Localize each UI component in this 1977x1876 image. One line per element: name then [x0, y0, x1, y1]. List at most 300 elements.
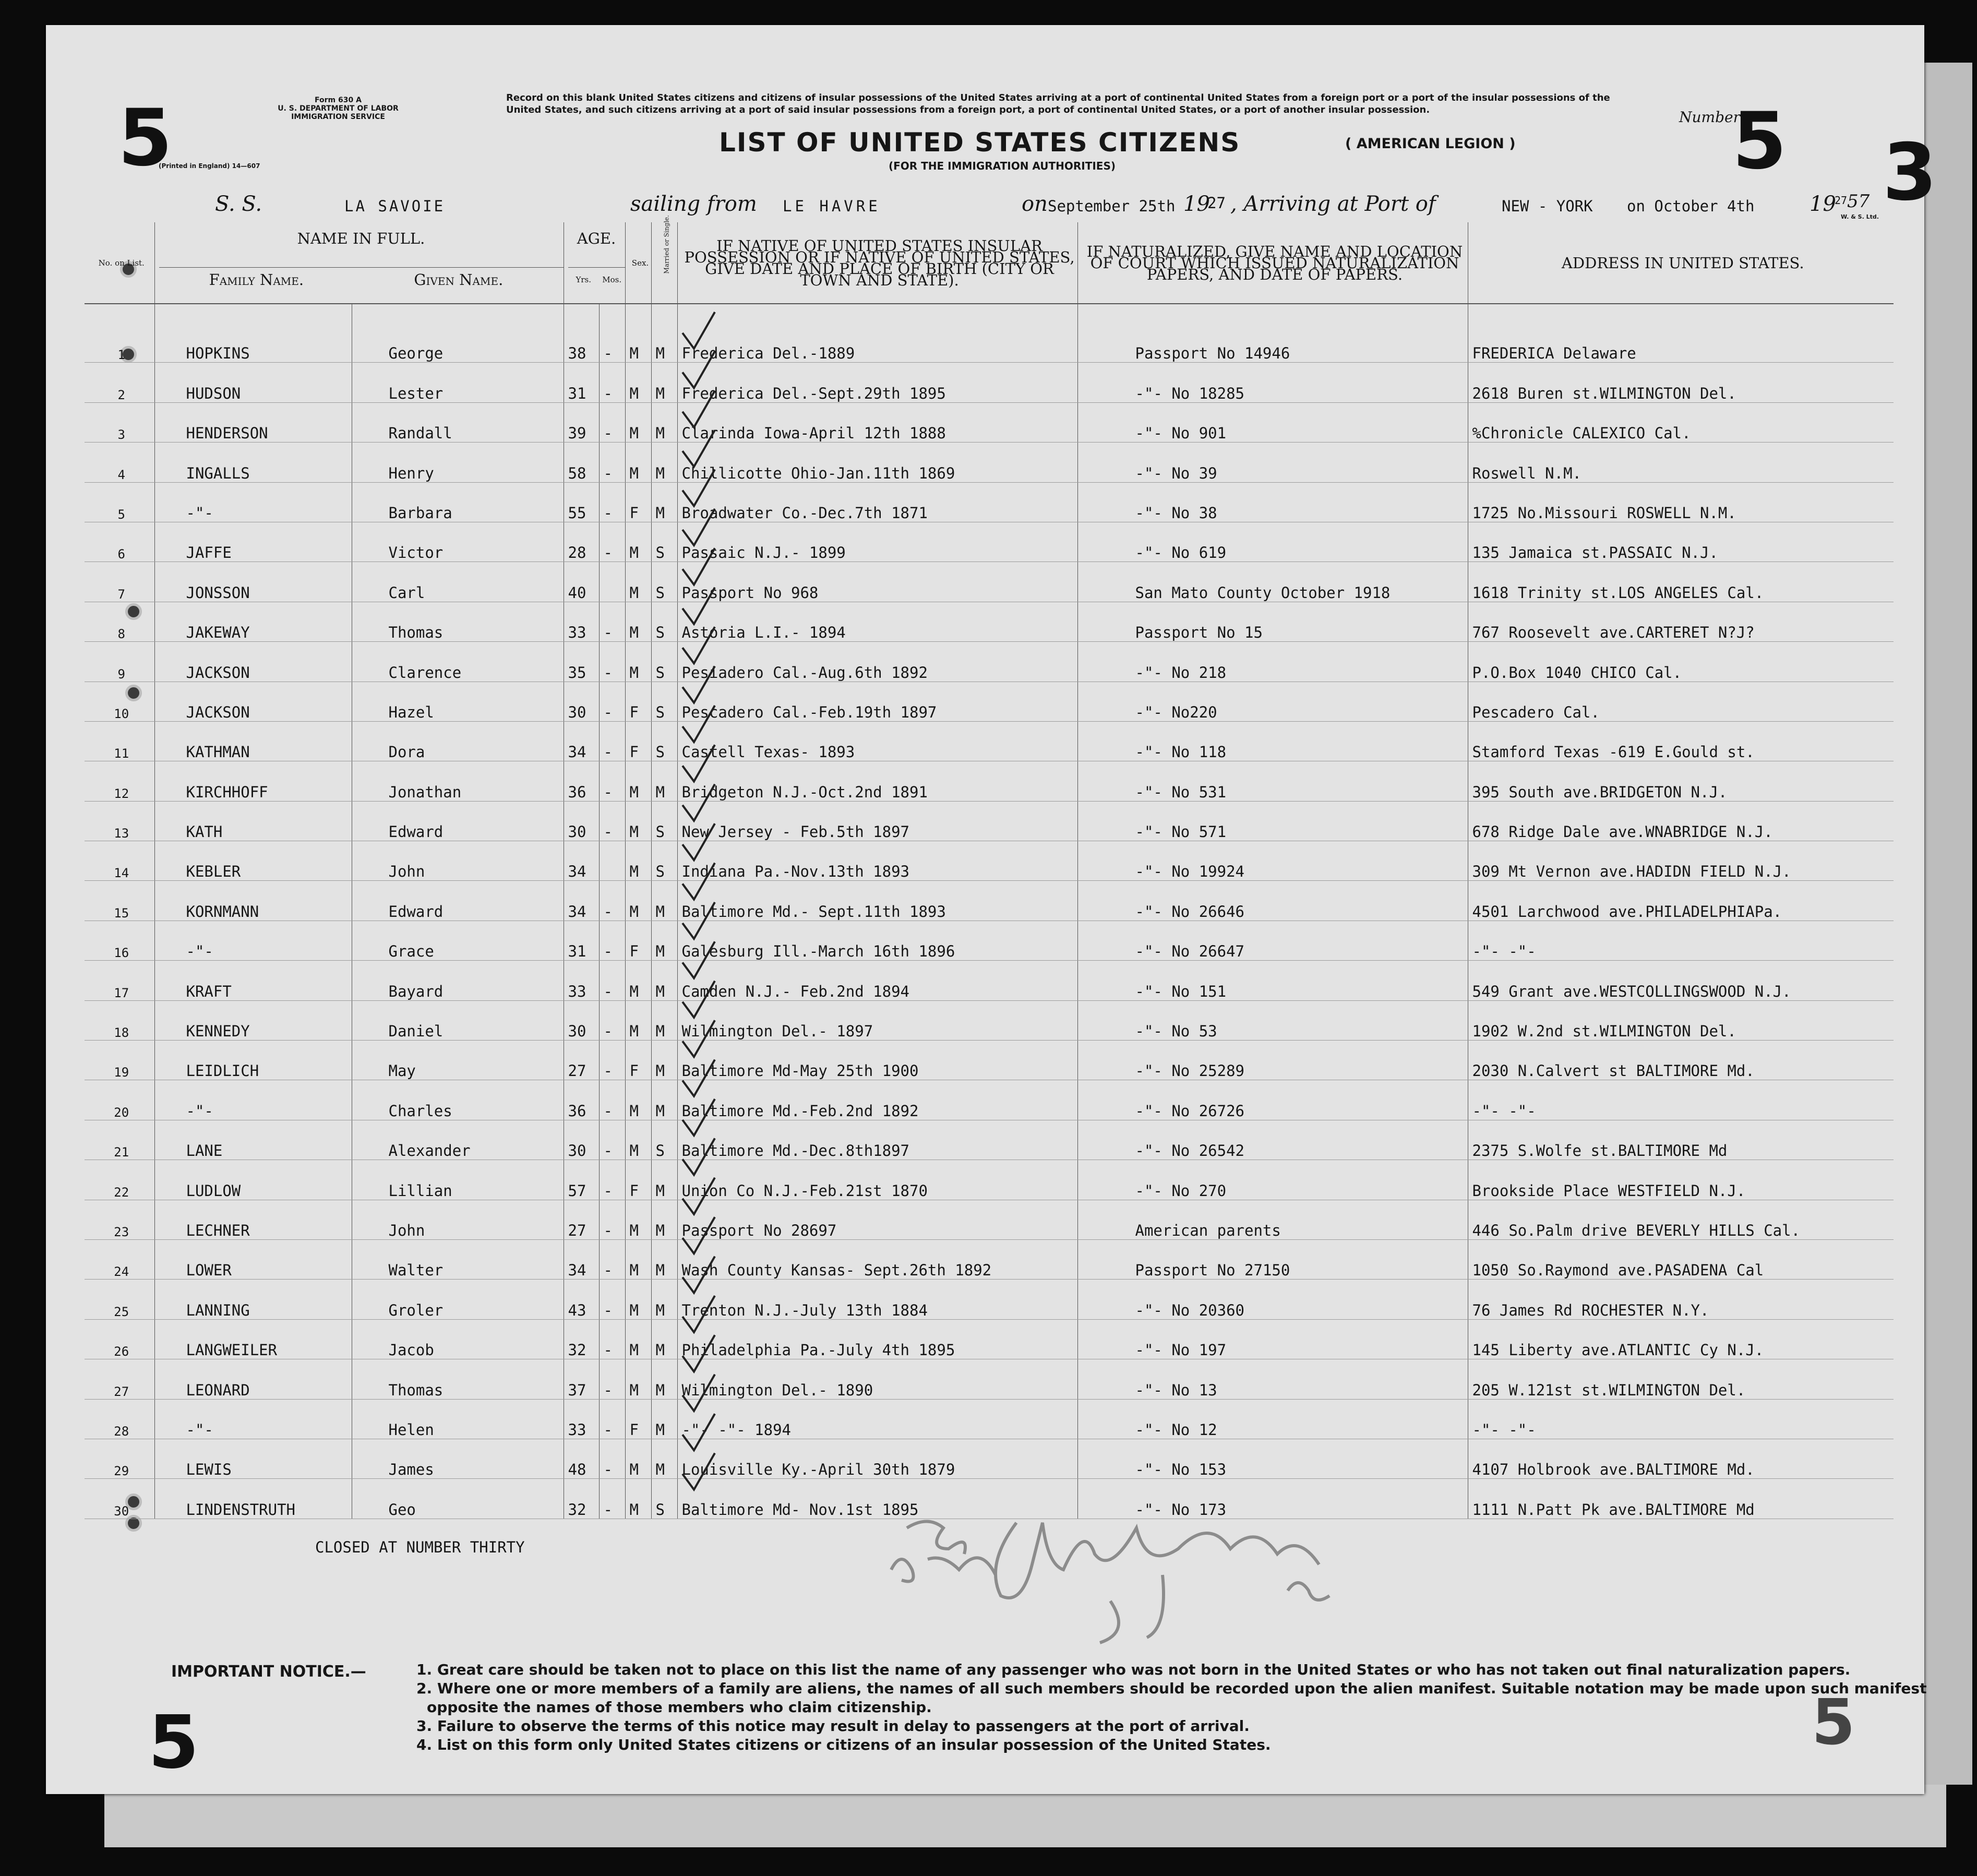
age-months: - — [599, 1120, 625, 1160]
table-row — [85, 1120, 1894, 1160]
table-row — [85, 1439, 1894, 1478]
table-row — [85, 602, 1894, 641]
naturalization-info: San Mato County October 1918 — [1077, 562, 1468, 602]
family-name: -"- — [154, 1080, 352, 1120]
age-months: - — [599, 1041, 625, 1080]
notice-heading: IMPORTANT NOTICE.— — [171, 1663, 366, 1681]
given-name: Henry — [352, 443, 564, 482]
given-name: May — [352, 1041, 564, 1080]
marital-status: S — [651, 721, 677, 761]
age-years: 34 — [564, 1239, 599, 1279]
age-months: - — [599, 522, 625, 561]
row-number: 12 — [85, 761, 154, 801]
bottom-right-number: 5 — [1812, 1687, 1855, 1759]
birth-info: Chillicotte Ohio-Jan.11th 1869 — [677, 443, 1077, 482]
address: 2618 Buren st.WILMINGTON Del. — [1468, 363, 1894, 402]
header-no: No. on List. — [85, 222, 154, 304]
birth-info: Trenton N.J.-July 13th 1884 — [677, 1280, 1077, 1319]
age-months: - — [599, 1160, 625, 1200]
table-row — [85, 1041, 1894, 1080]
check-mark — [682, 548, 715, 584]
table-row — [85, 921, 1894, 960]
marital-status: M — [651, 961, 677, 1000]
age-months: - — [599, 402, 625, 442]
given-name: Edward — [352, 801, 564, 841]
age-months: - — [599, 1319, 625, 1359]
family-name: JACKSON — [154, 682, 352, 721]
closing-note: CLOSED AT NUMBER THIRTY — [315, 1538, 525, 1556]
table-row — [85, 801, 1894, 841]
row-number: 3 — [85, 402, 154, 442]
family-name: HENDERSON — [154, 402, 352, 442]
address: 1902 W.2nd st.WILMINGTON Del. — [1468, 1000, 1894, 1040]
age-years: 57 — [564, 1160, 599, 1200]
birth-info: Camden N.J.- Feb.2nd 1894 — [677, 961, 1077, 1000]
check-mark — [682, 430, 715, 467]
family-name: KATHMAN — [154, 721, 352, 761]
row-number: 22 — [85, 1160, 154, 1200]
marital-status: M — [651, 1160, 677, 1200]
naturalization-info: -"- No 39 — [1077, 443, 1468, 482]
table-row — [85, 1359, 1894, 1399]
table-row — [85, 1399, 1894, 1439]
naturalization-info: -"- No 26646 — [1077, 881, 1468, 921]
check-mark — [682, 1060, 715, 1096]
marital-status: M — [651, 1000, 677, 1040]
address: 1618 Trinity st.LOS ANGELES Cal. — [1468, 562, 1894, 602]
header-name-label: NAME IN FULL. — [297, 230, 425, 247]
age-months: - — [599, 761, 625, 801]
age-months — [599, 841, 625, 881]
ss-label: S. S. — [215, 192, 262, 216]
check-mark — [682, 509, 715, 545]
age-years: 48 — [564, 1439, 599, 1478]
given-name: Walter — [352, 1239, 564, 1279]
header-naturalized: IF NATURALIZED, GIVE NAME AND LOCATION OF COURT WHICH ISSUED NATURALIZATION PAPERS, AND DATE OF PAPERS. — [1077, 222, 1468, 304]
marital-status: M — [651, 482, 677, 522]
departure-year: 27 — [1207, 194, 1226, 212]
naturalization-info: -"- No 153 — [1077, 1439, 1468, 1478]
family-name: KRAFT — [154, 961, 352, 1000]
address: 4107 Holbrook ave.BALTIMORE Md. — [1468, 1439, 1894, 1478]
notice-item: 1. Great care should be taken not to place on this list the name of any passenger who was not born in the United States or who has not taken out final naturalization papers. — [416, 1661, 1851, 1678]
check-mark — [682, 1099, 715, 1136]
marital-status: S — [651, 562, 677, 602]
arrival-year-prefix: 19 — [1810, 192, 1836, 216]
address: Stamford Texas -619 E.Gould st. — [1468, 721, 1894, 761]
family-name: KEBLER — [154, 841, 352, 881]
sex: M — [625, 443, 651, 482]
naturalization-info: Passport No 27150 — [1077, 1239, 1468, 1279]
notice-item: 2. Where one or more members of a family are aliens, the names of all such members should be recorded upon the alien manifest. Suitable notation may be made upon such manifest opposite the names of those members who claim citizenship. — [416, 1680, 1927, 1716]
naturalization-info: Passport No 15 — [1077, 602, 1468, 641]
check-mark — [682, 391, 715, 427]
table-row — [85, 841, 1894, 881]
family-name: LANE — [154, 1120, 352, 1160]
naturalization-info: -"- No 26726 — [1077, 1080, 1468, 1120]
given-name: John — [352, 841, 564, 881]
age-years: 30 — [564, 1120, 599, 1160]
spacer-cell — [564, 304, 599, 323]
address: 549 Grant ave.WESTCOLLINGSWOOD N.J. — [1468, 961, 1894, 1000]
age-years: 32 — [564, 1319, 599, 1359]
row-number: 24 — [85, 1239, 154, 1279]
spacer-cell — [1077, 304, 1468, 323]
age-years: 37 — [564, 1359, 599, 1399]
naturalization-info: -"- No 53 — [1077, 1000, 1468, 1040]
marital-status: M — [651, 1280, 677, 1319]
table-row — [85, 443, 1894, 482]
address: 767 Roosevelt ave.CARTERET N?J? — [1468, 602, 1894, 641]
age-months: - — [599, 721, 625, 761]
given-name: Clarence — [352, 642, 564, 682]
check-mark — [682, 666, 715, 703]
check-mark — [682, 1020, 715, 1057]
marital-status: M — [651, 1439, 677, 1478]
voyage-line — [46, 192, 1924, 223]
underlying-sheet-bottom — [104, 1785, 1946, 1847]
department: U. S. DEPARTMENT OF LABOR — [278, 104, 399, 113]
check-mark — [682, 1178, 715, 1214]
row-number: 27 — [85, 1359, 154, 1399]
sex: M — [625, 1280, 651, 1319]
age-months: - — [599, 1479, 625, 1519]
family-name: KENNEDY — [154, 1000, 352, 1040]
given-name: Thomas — [352, 1359, 564, 1399]
sex: M — [625, 1080, 651, 1120]
address: Brookside Place WESTFIELD N.J. — [1468, 1160, 1894, 1200]
check-mark — [682, 784, 715, 821]
address: 395 South ave.BRIDGETON N.J. — [1468, 761, 1894, 801]
age-years: 55 — [564, 482, 599, 522]
birth-info: Wash County Kansas- Sept.26th 1892 — [677, 1239, 1077, 1279]
age-months: - — [599, 482, 625, 522]
age-months: - — [599, 1200, 625, 1239]
address: 76 James Rd ROCHESTER N.Y. — [1468, 1280, 1894, 1319]
spacer-cell — [85, 304, 154, 323]
address: FREDERICA Delaware — [1468, 323, 1894, 363]
address: Roswell N.M. — [1468, 443, 1894, 482]
address: 446 So.Palm drive BEVERLY HILLS Cal. — [1468, 1200, 1894, 1239]
family-name: LOWER — [154, 1239, 352, 1279]
check-mark — [682, 981, 715, 1018]
header-age — [564, 222, 625, 304]
sex: M — [625, 363, 651, 402]
given-name: Dora — [352, 721, 564, 761]
marital-status: S — [651, 602, 677, 641]
address: 4501 Larchwood ave.PHILADELPHIAPa. — [1468, 881, 1894, 921]
age-months: - — [599, 363, 625, 402]
table-row — [85, 1280, 1894, 1319]
address: 205 W.121st st.WILMINGTON Del. — [1468, 1359, 1894, 1399]
printer-mark: W. & S. Ltd. — [1841, 213, 1879, 220]
arrival-year: 27 — [1835, 194, 1848, 207]
check-mark — [682, 470, 715, 506]
header-age-label: AGE. — [577, 230, 616, 247]
check-mark — [682, 1375, 715, 1411]
age-months: - — [599, 921, 625, 960]
sex: M — [625, 1200, 651, 1239]
row-number: 8 — [85, 602, 154, 641]
sex: F — [625, 721, 651, 761]
marital-status: M — [651, 443, 677, 482]
age-years: 31 — [564, 921, 599, 960]
family-name: -"- — [154, 1399, 352, 1439]
age-years: 30 — [564, 801, 599, 841]
table-row — [85, 721, 1894, 761]
given-name: Charles — [352, 1080, 564, 1120]
naturalization-info: -"- No 151 — [1077, 961, 1468, 1000]
marital-status: M — [651, 323, 677, 363]
given-name: Helen — [352, 1399, 564, 1439]
naturalization-info: -"- No 197 — [1077, 1319, 1468, 1359]
marital-status: S — [651, 1479, 677, 1519]
table-row — [85, 961, 1894, 1000]
family-name: LEONARD — [154, 1359, 352, 1399]
row-number: 16 — [85, 921, 154, 960]
sex: M — [625, 402, 651, 442]
sex: M — [625, 323, 651, 363]
row-number: 18 — [85, 1000, 154, 1040]
form-subtitle: (FOR THE IMMIGRATION AUTHORITIES) — [889, 160, 1116, 172]
spacer-cell — [599, 304, 625, 323]
family-name: KORNMANN — [154, 881, 352, 921]
given-name: Lillian — [352, 1160, 564, 1200]
birth-info: Bridgeton N.J.-Oct.2nd 1891 — [677, 761, 1077, 801]
departure-date: September 25th — [1048, 197, 1176, 215]
table-row — [85, 881, 1894, 921]
address: 2030 N.Calvert st BALTIMORE Md. — [1468, 1041, 1894, 1080]
sex: F — [625, 1399, 651, 1439]
age-months — [599, 562, 625, 602]
header-married-label: Married or Single. — [663, 214, 670, 273]
naturalization-info: -"- No 218 — [1077, 642, 1468, 682]
check-mark — [682, 627, 715, 663]
family-name: KATH — [154, 801, 352, 841]
family-name: LINDENSTRUTH — [154, 1479, 352, 1519]
form-number: Form 630 A — [315, 96, 362, 104]
family-name: KIRCHHOFF — [154, 761, 352, 801]
address: 1050 So.Raymond ave.PASADENA Cal — [1468, 1239, 1894, 1279]
birth-info: Galesburg Ill.-March 16th 1896 — [677, 921, 1077, 960]
birth-info: Passaic N.J.- 1899 — [677, 522, 1077, 561]
naturalization-info: -"- No 19924 — [1077, 841, 1468, 881]
arriving-label: , Arriving at Port of — [1230, 192, 1436, 216]
birth-info: Union Co N.J.-Feb.21st 1870 — [677, 1160, 1077, 1200]
age-months: - — [599, 881, 625, 921]
inspector-signature — [860, 1512, 1392, 1648]
check-mark — [682, 588, 715, 624]
family-name: LEWIS — [154, 1439, 352, 1478]
birth-info: Pesiadero Cal.-Aug.6th 1892 — [677, 642, 1077, 682]
header-name-in-full — [154, 222, 564, 304]
passenger-rows — [85, 304, 1894, 1519]
marital-status: M — [651, 1359, 677, 1399]
sex: M — [625, 1120, 651, 1160]
family-name: LECHNER — [154, 1200, 352, 1239]
sex: M — [625, 642, 651, 682]
age-months: - — [599, 1239, 625, 1279]
naturalization-info: -"- No 25289 — [1077, 1041, 1468, 1080]
age-years: 33 — [564, 1399, 599, 1439]
row-number: 1 — [85, 323, 154, 363]
given-name: Jonathan — [352, 761, 564, 801]
sex: F — [625, 682, 651, 721]
address: 2375 S.Wolfe st.BALTIMORE Md — [1468, 1120, 1894, 1160]
age-years: 32 — [564, 1479, 599, 1519]
naturalization-info: -"- No 531 — [1077, 761, 1468, 801]
naturalization-info: -"- No 173 — [1077, 1479, 1468, 1519]
naturalization-info: Passport No 14946 — [1077, 323, 1468, 363]
table-row — [85, 562, 1894, 602]
birth-info: Baltimore Md- Nov.1st 1895 — [677, 1479, 1077, 1519]
marital-status: M — [651, 1239, 677, 1279]
row-number: 28 — [85, 1399, 154, 1439]
age-months: - — [599, 682, 625, 721]
birth-info: Baltimore Md.-Feb.2nd 1892 — [677, 1080, 1077, 1120]
arrival-port: NEW - YORK — [1502, 197, 1593, 215]
row-number: 7 — [85, 562, 154, 602]
given-name: Bayard — [352, 961, 564, 1000]
family-name: LUDLOW — [154, 1160, 352, 1200]
table-row — [85, 1200, 1894, 1239]
birth-info: Pescadero Cal.-Feb.19th 1897 — [677, 682, 1077, 721]
birth-info: Frederica Del.-1889 — [677, 323, 1077, 363]
family-name: INGALLS — [154, 443, 352, 482]
form-block — [229, 96, 448, 121]
sex: F — [625, 921, 651, 960]
table-row — [85, 761, 1894, 801]
row-number: 14 — [85, 841, 154, 881]
row-number: 15 — [85, 881, 154, 921]
row-number: 10 — [85, 682, 154, 721]
age-months: - — [599, 1439, 625, 1478]
row-number: 11 — [85, 721, 154, 761]
row-number: 19 — [85, 1041, 154, 1080]
sex: M — [625, 602, 651, 641]
marital-status: M — [651, 761, 677, 801]
family-name: JONSSON — [154, 562, 352, 602]
family-name: -"- — [154, 921, 352, 960]
spacer-cell — [154, 304, 352, 323]
header-given: Given Name. — [414, 271, 504, 289]
given-name: James — [352, 1439, 564, 1478]
marital-status: S — [651, 682, 677, 721]
marital-status: S — [651, 841, 677, 881]
header-address: ADDRESS IN UNITED STATES. — [1468, 222, 1894, 304]
row-number: 4 — [85, 443, 154, 482]
row-number: 6 — [85, 522, 154, 561]
given-name: Alexander — [352, 1120, 564, 1160]
naturalization-info: -"- No 26542 — [1077, 1120, 1468, 1160]
legion-label: ( AMERICAN LEGION ) — [1345, 136, 1516, 152]
family-name: JAFFE — [154, 522, 352, 561]
given-name: Randall — [352, 402, 564, 442]
check-mark — [682, 1453, 715, 1490]
row-number: 30 — [85, 1479, 154, 1519]
birth-info: Wilmington Del.- 1890 — [677, 1359, 1077, 1399]
spacer-cell — [352, 304, 564, 323]
birth-info: Astoria L.I.- 1894 — [677, 602, 1077, 641]
age-years: 36 — [564, 1080, 599, 1120]
form-title: LIST OF UNITED STATES CITIZENS — [719, 127, 1241, 158]
sex: M — [625, 522, 651, 561]
birth-info: Castell Texas- 1893 — [677, 721, 1077, 761]
header-birth: IF NATIVE OF UNITED STATES INSULAR POSSESSION OR IF NATIVE OF UNITED STATES, GIVE DATE AND PLACE OF BIRTH (CITY OR TOWN AND STATE). — [677, 222, 1077, 304]
address: 1111 N.Patt Pk ave.BALTIMORE Md — [1468, 1479, 1894, 1519]
address: Pescadero Cal. — [1468, 682, 1894, 721]
manifest-page — [46, 25, 1937, 1794]
check-mark — [682, 863, 715, 900]
naturalization-info: -"- No 901 — [1077, 402, 1468, 442]
sex: M — [625, 1319, 651, 1359]
marital-status: M — [651, 921, 677, 960]
row-number: 23 — [85, 1200, 154, 1239]
sex: F — [625, 1160, 651, 1200]
naturalization-info: -"- No 18285 — [1077, 363, 1468, 402]
given-name: Edward — [352, 881, 564, 921]
header-sex: Sex. — [625, 222, 651, 304]
sheet-number: 5 — [118, 93, 173, 184]
age-months: - — [599, 961, 625, 1000]
arrival-year-overwrite: 57 — [1847, 191, 1870, 212]
sex: M — [625, 841, 651, 881]
address: -"- -"- — [1468, 1080, 1894, 1120]
age-years: 27 — [564, 1041, 599, 1080]
check-mark — [682, 823, 715, 860]
table-row — [85, 363, 1894, 402]
sex: M — [625, 1359, 651, 1399]
row-number: 20 — [85, 1080, 154, 1120]
arrival-date: on October 4th — [1627, 197, 1755, 215]
check-mark — [682, 706, 715, 742]
service: IMMIGRATION SERVICE — [291, 113, 385, 121]
birth-info: Philadelphia Pa.-July 4th 1895 — [677, 1319, 1077, 1359]
table-row — [85, 642, 1894, 682]
spacer-cell — [625, 304, 651, 323]
birth-info: Louisville Ky.-April 30th 1879 — [677, 1439, 1077, 1478]
family-name: JACKSON — [154, 642, 352, 682]
marital-status: M — [651, 363, 677, 402]
on-label: on — [1022, 192, 1048, 216]
naturalization-info: -"- No 12 — [1077, 1399, 1468, 1439]
header-married — [651, 214, 677, 304]
age-years: 28 — [564, 522, 599, 561]
age-years: 30 — [564, 682, 599, 721]
naturalization-info: -"- No 38 — [1077, 482, 1468, 522]
check-mark — [682, 1335, 715, 1371]
naturalization-info: -"- No220 — [1077, 682, 1468, 721]
naturalization-info: -"- No 20360 — [1077, 1280, 1468, 1319]
birth-info: -"- -"- 1894 — [677, 1399, 1077, 1439]
given-name: Thomas — [352, 602, 564, 641]
naturalization-info: -"- No 118 — [1077, 721, 1468, 761]
check-mark — [682, 902, 715, 939]
age-months: - — [599, 1280, 625, 1319]
age-years: 27 — [564, 1200, 599, 1239]
sex: M — [625, 801, 651, 841]
table-row — [85, 402, 1894, 442]
sex: M — [625, 1239, 651, 1279]
naturalization-info: -"- No 571 — [1077, 801, 1468, 841]
family-name: LANGWEILER — [154, 1319, 352, 1359]
sex: M — [625, 1000, 651, 1040]
address: -"- -"- — [1468, 1399, 1894, 1439]
given-name: Groler — [352, 1280, 564, 1319]
sex: M — [625, 1479, 651, 1519]
sex: M — [625, 562, 651, 602]
family-name: JAKEWAY — [154, 602, 352, 641]
